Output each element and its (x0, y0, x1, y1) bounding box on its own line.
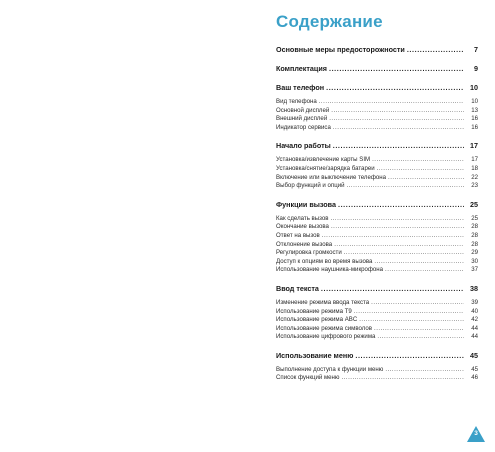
dot-leader (385, 366, 464, 375)
toc-entry-page: 16 (471, 123, 478, 131)
toc-entry-title: Выполнение доступа к функции меню (276, 365, 384, 373)
dot-leader (374, 325, 464, 334)
toc-entry-page: 23 (471, 182, 478, 190)
toc-entry-page: 29 (471, 249, 478, 257)
toc-entry-title: Выбор функций и опций (276, 182, 345, 190)
toc-entry-page: 28 (471, 240, 478, 248)
toc-section (276, 64, 478, 74)
dot-leader (359, 316, 464, 325)
dot-leader (329, 115, 464, 124)
toc-heading[interactable] (276, 284, 478, 294)
toc-entry-page: 13 (471, 106, 478, 114)
dot-leader (388, 174, 464, 183)
toc-entry-title: Изменение режима ввода текста (276, 298, 370, 306)
toc-heading-page: 45 (470, 350, 478, 360)
toc-heading-title: Ввод текста (276, 283, 319, 293)
toc-entry[interactable] (276, 107, 478, 116)
dot-leader (331, 215, 464, 224)
dot-leader (374, 258, 464, 267)
toc-entry[interactable] (276, 232, 478, 241)
toc-entry-title: Включение или выключение телефона (276, 173, 387, 181)
dot-leader (371, 299, 464, 308)
dot-leader (338, 200, 464, 210)
dot-leader (333, 141, 464, 151)
dot-leader (354, 308, 464, 317)
toc-entry-title: Регулировка громкости (276, 249, 342, 257)
toc-heading-page: 7 (474, 45, 478, 54)
toc-entry-title: Внешний дисплей (276, 115, 328, 123)
toc-section (276, 45, 478, 55)
toc-entry-title: Установка/извлечение карты SIM (276, 156, 371, 164)
toc-heading-title: Начало работы (276, 141, 331, 151)
toc-entry[interactable] (276, 241, 478, 250)
toc-entry-title: Как сделать вызов (276, 214, 329, 222)
toc-entry[interactable] (276, 215, 478, 224)
toc-entry-page: 44 (471, 324, 478, 332)
toc-entry[interactable] (276, 182, 478, 191)
toc-heading-title: Функции вызова (276, 199, 336, 209)
toc-entry[interactable] (276, 165, 478, 174)
toc-section (276, 141, 478, 190)
toc-section (276, 200, 478, 275)
toc-entry-page: 10 (471, 98, 478, 105)
toc-entry[interactable] (276, 115, 478, 124)
dot-leader (321, 284, 464, 294)
toc-heading[interactable] (276, 200, 478, 210)
toc-entry-title: Использование режима T9 (276, 307, 352, 315)
toc-entry[interactable] (276, 174, 478, 183)
toc-entry[interactable] (276, 266, 478, 275)
toc-heading-title: Комплектация (276, 64, 327, 73)
toc-entry[interactable] (276, 366, 478, 375)
toc-entry[interactable] (276, 124, 478, 133)
toc-entry-page: 40 (471, 307, 478, 315)
dot-leader (319, 98, 464, 107)
toc-entry-page: 28 (471, 231, 478, 239)
toc-entry-page: 30 (471, 257, 478, 265)
toc-heading-page: 25 (470, 199, 478, 209)
dot-leader (331, 223, 464, 232)
dot-leader (334, 241, 464, 250)
toc-entry-page: 45 (471, 365, 478, 373)
dot-leader (342, 374, 465, 383)
toc-heading-page: 17 (470, 141, 478, 151)
toc-heading[interactable] (276, 45, 478, 55)
dot-leader (322, 232, 464, 241)
dot-leader (333, 124, 464, 133)
toc-entry-title: Использование режима ABC (276, 316, 358, 324)
page-number: 3 (474, 430, 478, 437)
toc-section (276, 284, 478, 342)
toc-entry-page: 44 (471, 333, 478, 341)
toc-entry[interactable] (276, 333, 478, 342)
toc-entry[interactable] (276, 156, 478, 165)
toc-entry-title: Отклонение вызова (276, 240, 333, 248)
toc-section (276, 351, 478, 383)
dot-leader (372, 156, 464, 165)
toc-entry-page: 39 (471, 298, 478, 306)
toc-entry-page: 17 (471, 156, 478, 164)
toc-heading-page: 10 (470, 83, 478, 92)
dot-leader (329, 64, 464, 74)
page-title: Содержание (276, 12, 383, 31)
toc-entry-title: Использование наушника-микрофона (276, 266, 384, 274)
toc-entry[interactable] (276, 223, 478, 232)
dot-leader (326, 83, 464, 93)
toc-entry[interactable] (276, 374, 478, 383)
toc-heading-title: Основные меры предосторожности (276, 45, 405, 54)
toc-entry-page: 25 (471, 214, 478, 222)
toc-entry[interactable] (276, 299, 478, 308)
toc-entry-page: 37 (471, 266, 478, 274)
toc-entry-title: Установка/снятие/зарядка батареи (276, 164, 375, 172)
dot-leader (347, 182, 464, 191)
toc-entry-page: 28 (471, 223, 478, 231)
dot-leader (377, 165, 464, 174)
toc-entry-page: 46 (471, 374, 478, 382)
toc-heading-page: 9 (474, 64, 478, 73)
table-of-contents (276, 45, 478, 392)
toc-heading[interactable] (276, 351, 478, 361)
dot-leader (385, 266, 464, 275)
dot-leader (355, 351, 464, 361)
toc-entry-page: 22 (471, 173, 478, 181)
toc-entry-title: Ответ на вызов (276, 231, 320, 239)
dot-leader (331, 107, 464, 116)
toc-entry[interactable] (276, 258, 478, 267)
toc-entry[interactable] (276, 316, 478, 325)
toc-entry-title: Доступ к опциям во время вызова (276, 257, 373, 265)
toc-entry[interactable] (276, 98, 478, 107)
dot-leader (377, 333, 464, 342)
toc-entry-title: Окончание вызова (276, 223, 329, 231)
toc-entry-title: Список функций меню (276, 374, 340, 382)
toc-heading[interactable] (276, 64, 478, 74)
toc-entry-title: Основной дисплей (276, 106, 330, 114)
toc-entry-page: 16 (471, 115, 478, 123)
toc-heading-title: Использование меню (276, 350, 354, 360)
toc-section (276, 83, 478, 132)
toc-heading[interactable] (276, 141, 478, 151)
dot-leader (407, 45, 464, 55)
toc-heading-title: Ваш телефон (276, 83, 325, 92)
toc-entry-page: 42 (471, 316, 478, 324)
toc-entry-title: Индикатор сервиса (276, 123, 331, 131)
toc-entry-title: Использование цифрового режима (276, 333, 376, 341)
toc-entry[interactable] (276, 249, 478, 258)
toc-heading-page: 38 (470, 283, 478, 293)
toc-entry[interactable] (276, 325, 478, 334)
dot-leader (344, 249, 464, 258)
toc-entry-title: Вид телефона (276, 98, 317, 105)
toc-entry-title: Использование режима символов (276, 324, 373, 332)
toc-entry-page: 18 (471, 164, 478, 172)
toc-entry[interactable] (276, 308, 478, 317)
toc-heading[interactable] (276, 83, 478, 93)
